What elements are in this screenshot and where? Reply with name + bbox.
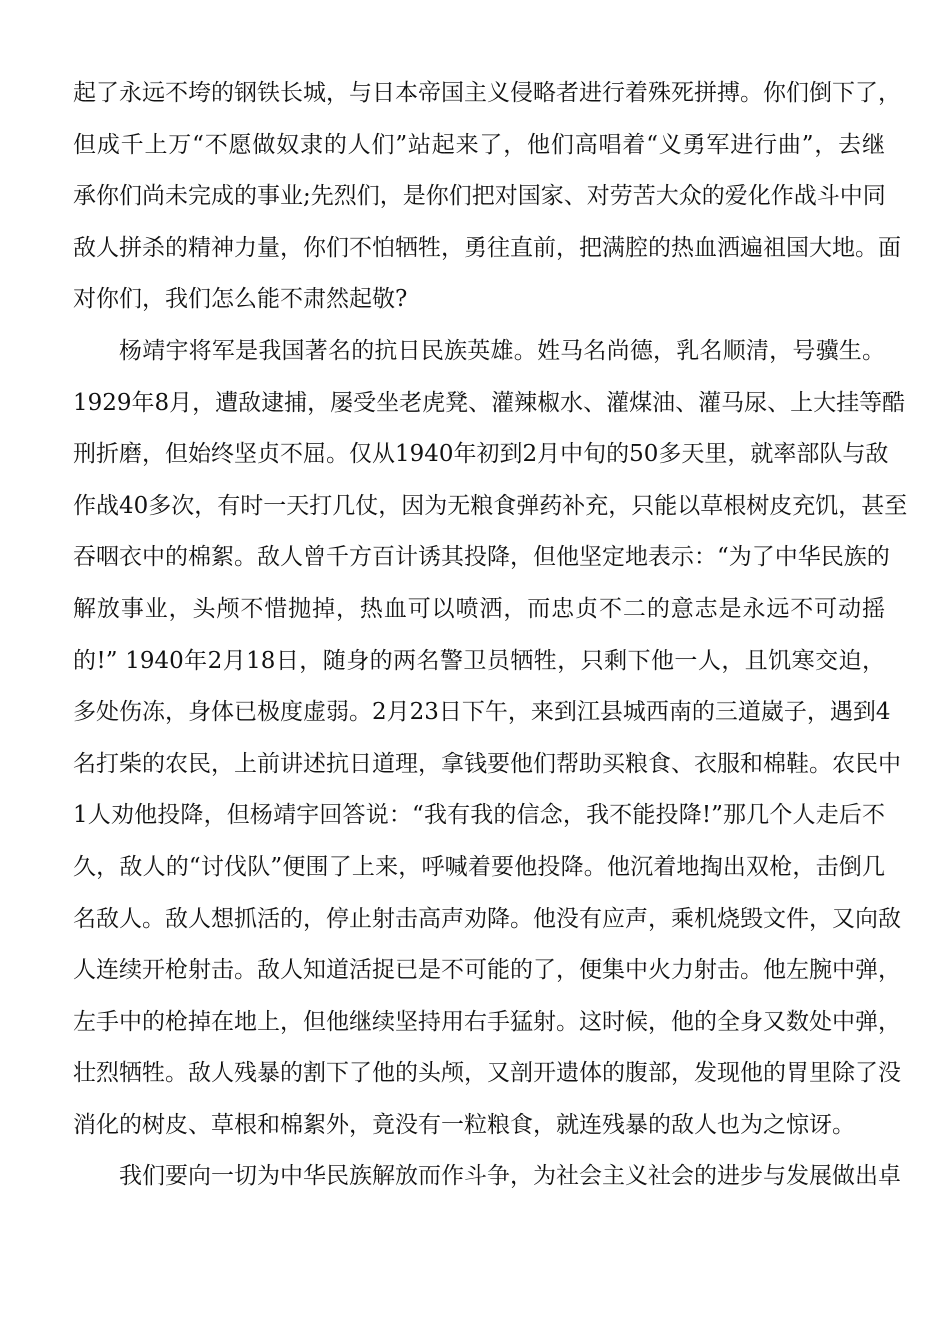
text-line: 的!” 1940年2月18日，随身的两名警卫员牺牲，只剩下他一人，且饥寒交迫， xyxy=(73,647,885,674)
text-line: 但成千上万“不愿做奴隶的人们”站起来了，他们高唱着“义勇军进行曲”，去继 xyxy=(73,131,885,158)
text-line: 名打柴的农民，上前讲述抗日道理，拿钱要他们帮助买粮食、衣服和棉鞋。农民中 xyxy=(73,750,901,777)
text-line: 多处伤冻，身体已极度虚弱。2月23日下午，来到江县城西南的三道崴子，遇到4 xyxy=(73,699,891,726)
text-line: 作战40多次，有时一天打几仗，因为无粮食弹药补充，只能以草根树皮充饥，甚至 xyxy=(73,492,908,519)
paragraph-2 xyxy=(73,326,908,1152)
text-line: 久，敌人的“讨伐队”便围了上来，呼喊着要他投降。他沉着地掏出双枪，击倒几 xyxy=(73,853,885,880)
text-line: 名敌人。敌人想抓活的，停止射击高声劝降。他没有应声，乘机烧毁文件，又向敌 xyxy=(73,905,901,932)
text-line: 起了永远不垮的钢铁长城，与日本帝国主义侵略者进行着殊死拼搏。你们倒下了， xyxy=(73,80,901,106)
text-line: 1人劝他投降，但杨靖宇回答说：“我有我的信念，我不能投降!”那几个人走后不 xyxy=(73,802,885,829)
text-line: 1929年8月，遭敌逮捕，屡受坐老虎凳、灌辣椒水、灌煤油、灌马尿、上大挂等酷 xyxy=(73,389,906,416)
paragraph-3 xyxy=(73,1151,901,1203)
document-body xyxy=(73,68,908,1203)
text-line: 解放事业，头颅不惜抛掉，热血可以喷洒，而忠贞不二的意志是永远不可动摇 xyxy=(73,595,885,622)
text-line: 杨靖宇将军是我国著名的抗日民族英雄。姓马名尚德，乳名顺清，号骥生。 xyxy=(119,337,885,364)
text-line: 人连续开枪射击。敌人知道活捉已是不可能的了，便集中火力射击。他左腕中弹， xyxy=(73,957,901,984)
text-line: 敌人拼杀的精神力量，你们不怕牺牲，勇往直前，把满腔的热血洒遍祖国大地。面 xyxy=(73,234,901,261)
text-line: 左手中的枪掉在地上，但他继续坚持用右手猛射。这时候，他的全身又数处中弹， xyxy=(73,1008,901,1035)
text-line: 壮烈牺牲。敌人残暴的割下了他的头颅，又剖开遗体的腹部，发现他的胃里除了没 xyxy=(73,1060,901,1087)
text-line: 承你们尚未完成的事业;先烈们，是你们把对国家、对劳苦大众的爱化作战斗中同 xyxy=(73,183,886,210)
text-line: 消化的树皮、草根和棉絮外，竟没有一粒粮食，就连残暴的敌人也为之惊讶。 xyxy=(73,1111,855,1138)
text-line: 我们要向一切为中华民族解放而作斗争，为社会主义社会的进步与发展做出卓 xyxy=(119,1163,901,1190)
text-line: 刑折磨，但始终坚贞不屈。仅从1940年初到2月中旬的50多天里，就率部队与敌 xyxy=(73,441,889,468)
text-line: 对你们，我们怎么能不肃然起敬? xyxy=(73,286,408,313)
text-line: 吞咽衣中的棉絮。敌人曾千方百计诱其投降，但他坚定地表示：“为了中华民族的 xyxy=(73,544,890,571)
paragraph-1 xyxy=(73,68,901,326)
